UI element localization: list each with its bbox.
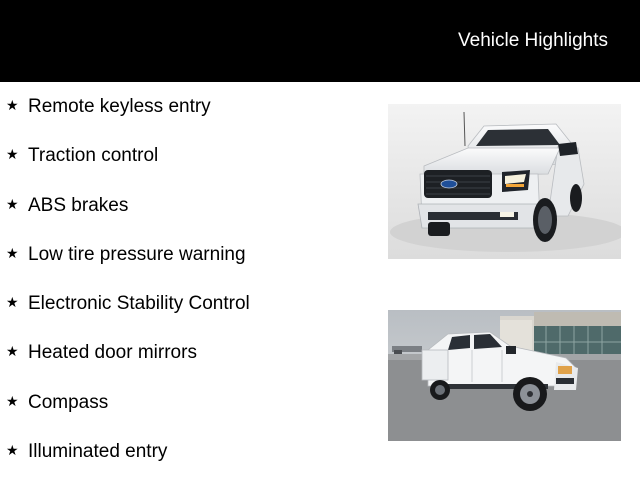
feature-item (6, 390, 250, 439)
feature-label: Illuminated entry (28, 441, 168, 463)
feature-label: Compass (28, 391, 109, 413)
truck-front-photo[interactable] (388, 104, 621, 259)
star-icon: ★ (6, 196, 19, 213)
truck-front-illustration (388, 104, 621, 259)
feature-label: Heated door mirrors (28, 342, 197, 364)
feature-label: Traction control (28, 145, 159, 167)
star-icon: ★ (6, 98, 19, 114)
feature-item (6, 439, 250, 480)
truck-side-photo[interactable] (388, 310, 621, 441)
feature-item (6, 242, 250, 291)
star-icon: ★ (6, 245, 19, 262)
page-title: Vehicle Highlights (458, 30, 608, 51)
feature-item (6, 340, 250, 389)
star-icon: ★ (6, 147, 19, 164)
feature-item (6, 94, 250, 143)
feature-label: Remote keyless entry (28, 96, 211, 117)
feature-label: Electronic Stability Control (28, 293, 250, 315)
star-icon: ★ (6, 344, 19, 361)
star-icon: ★ (6, 393, 19, 410)
star-icon: ★ (6, 443, 19, 460)
star-icon: ★ (6, 295, 19, 312)
feature-label: Low tire pressure warning (28, 243, 246, 265)
feature-item (6, 143, 250, 192)
feature-item (6, 193, 250, 242)
header-bar (0, 0, 640, 82)
feature-item (6, 291, 250, 340)
feature-label: ABS brakes (28, 194, 129, 216)
truck-side-illustration (388, 310, 621, 441)
feature-list (6, 94, 250, 480)
